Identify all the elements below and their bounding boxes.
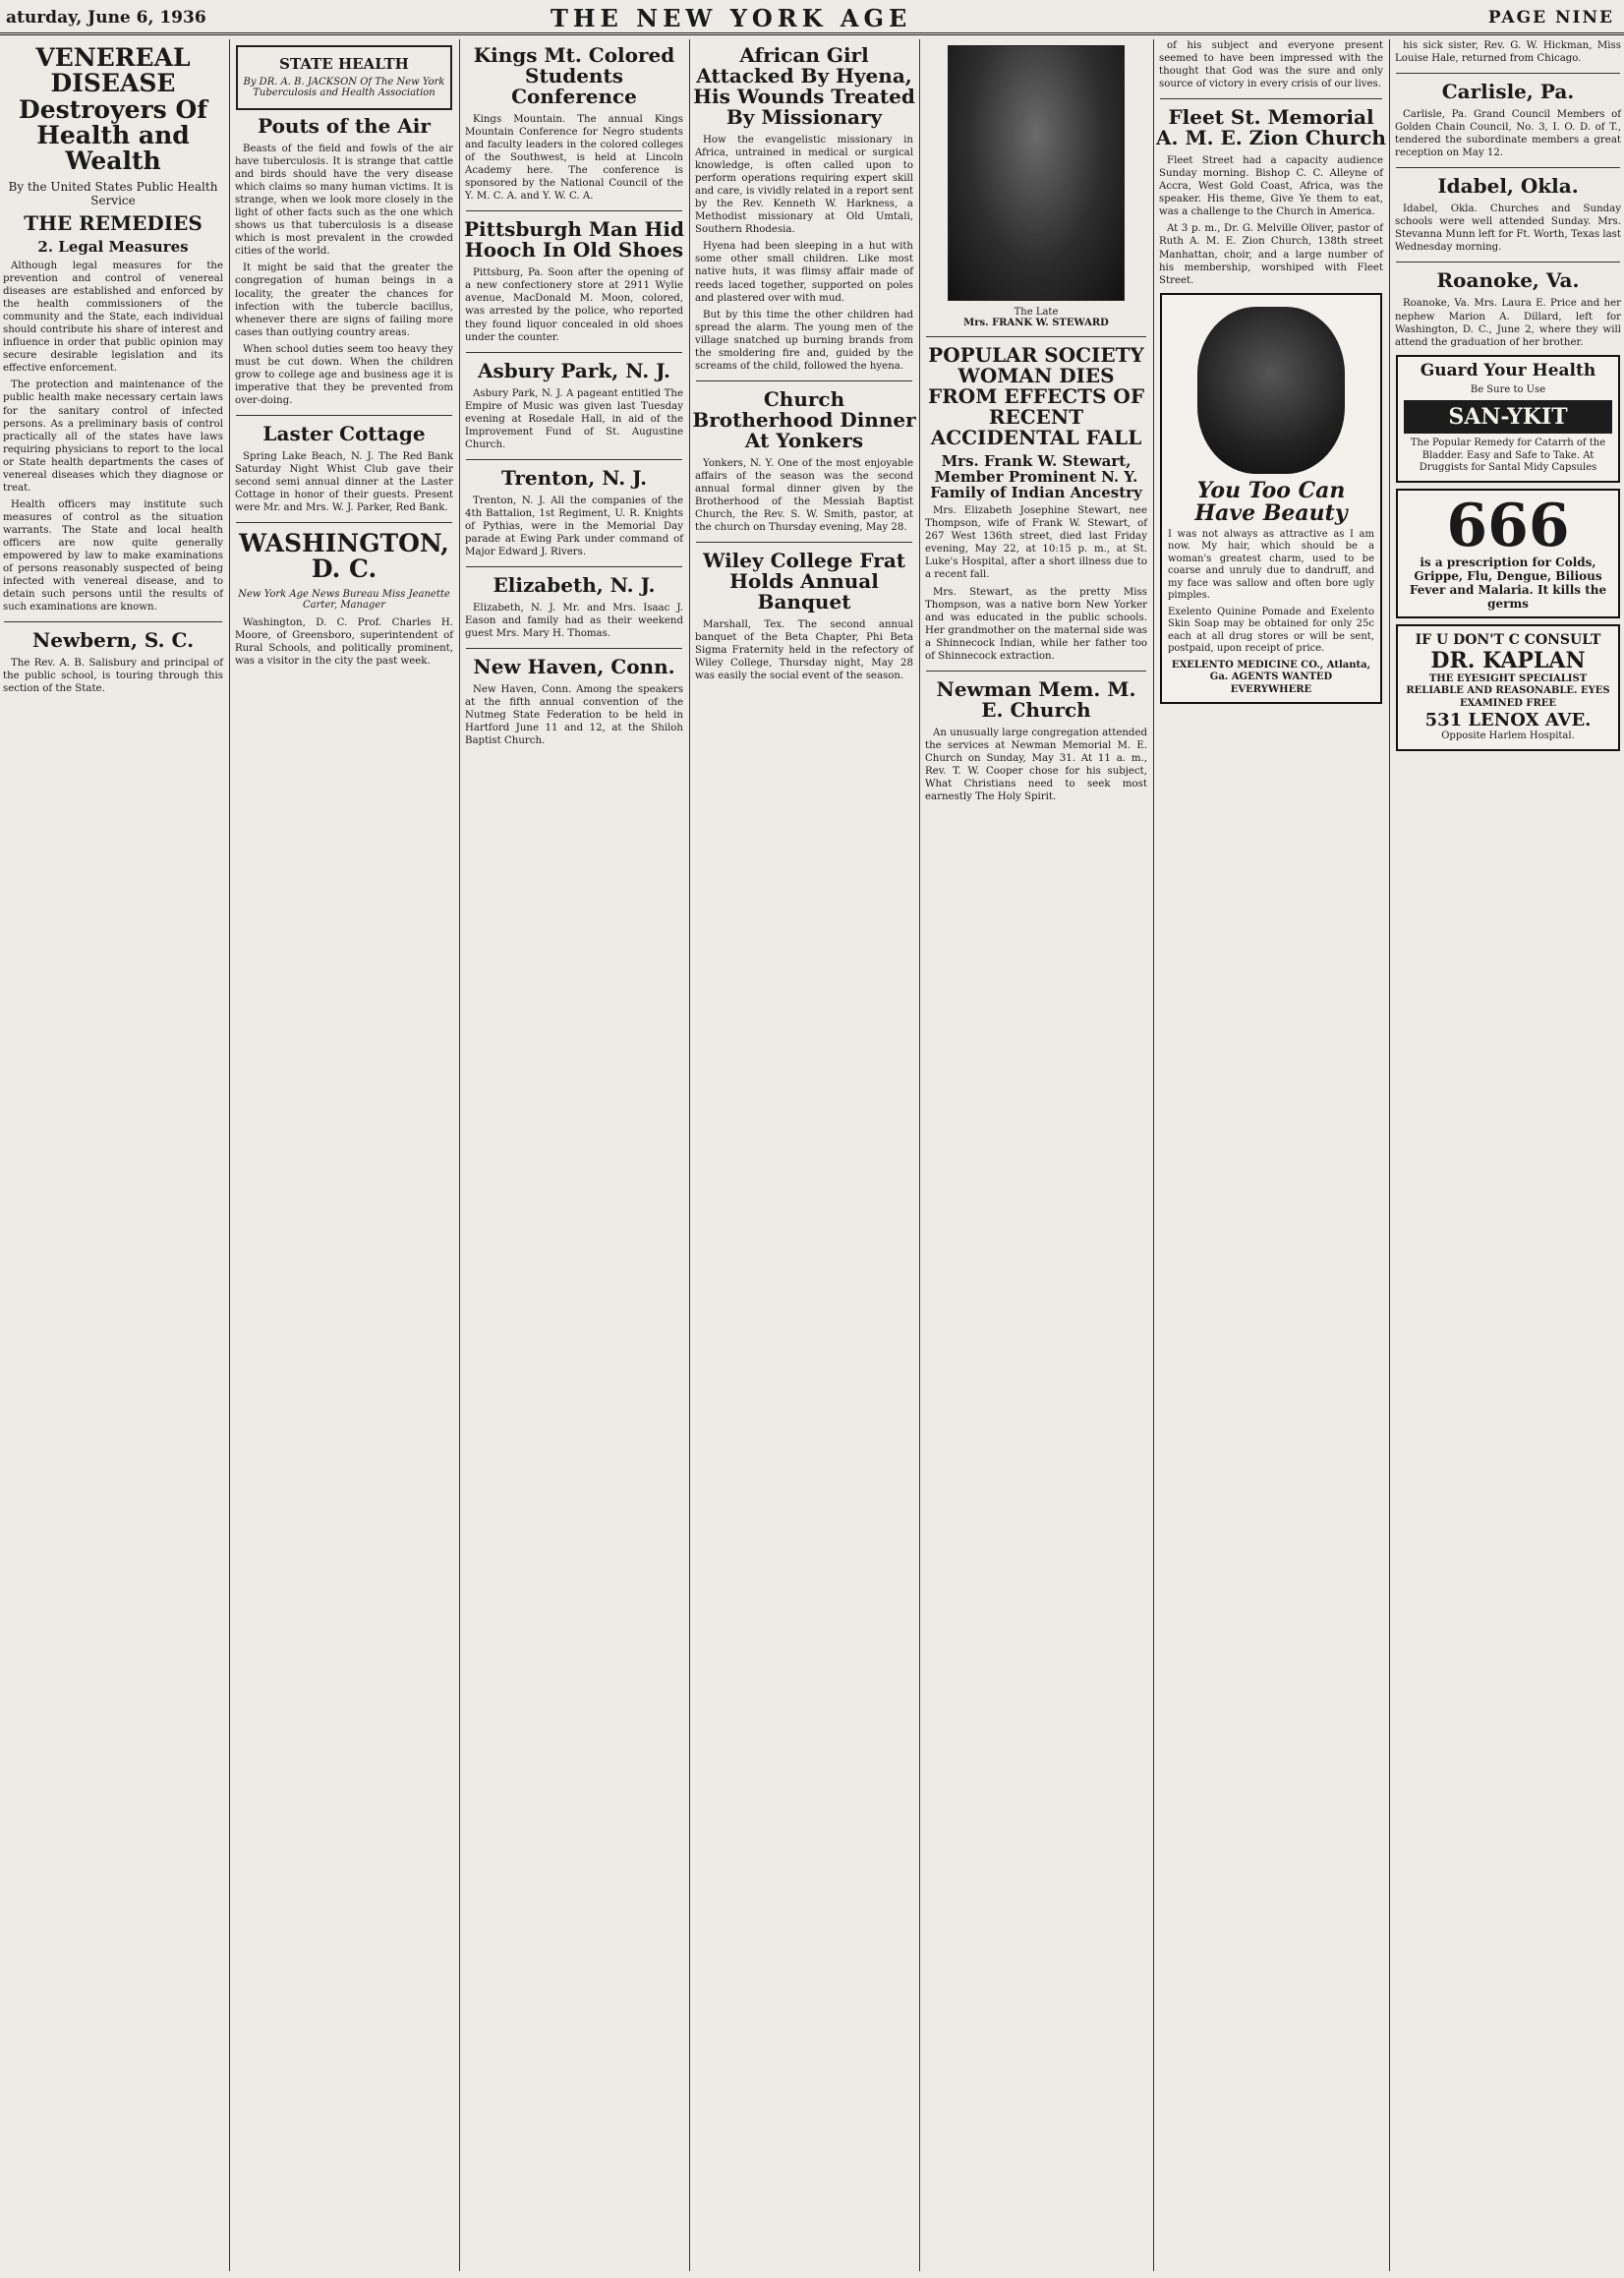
photo-caption: The Late Mrs. FRANK W. STEWARD	[963, 307, 1109, 328]
paragraph: Beasts of the field and fowls of the air have tuberculosis. It is strange that cattle and birds should have the very disease which claims so many human victims. It is strange, when we look more closely in the light of other facts such as the one which shows us that tuberculosis is a disease which is most prevalent in the crowded cities of the world.	[235, 144, 453, 258]
paragraph: Asbury Park, N. J. A pageant entitled The Empire of Music was given last Tuesday evening at Rosedale Hall, in aid of the Improvement Fund of St. Augustine Church.	[465, 387, 683, 450]
section-headline: New Haven, Conn.	[473, 655, 675, 679]
paragraph: Carlisle, Pa. Grand Council Members of Golden Chain Council, No. 3, I. O. D. of T., tendered the subordinate members a great reception on May 12.	[1395, 109, 1621, 159]
section-headline: Elizabeth, N. J.	[493, 573, 656, 598]
article-body	[0, 260, 226, 613]
ad-portrait	[1197, 307, 1345, 474]
paragraph: How the evangelistic missionary in Africa, untrained in medical or surgical knowledge, is often called upon to perform operations requiring expert skill and care, is vividly related in a report sent by the Rev. Kenneth W. Harkness, a Methodist missionary at Old Umtali, Southern Rhodesia.	[695, 135, 913, 236]
section-headline: Newman Mem. M. E. Church	[936, 676, 1136, 722]
page-number: PAGE NINE	[1487, 8, 1614, 28]
ad-title: Guard Your Health	[1420, 360, 1596, 380]
divider	[466, 352, 682, 353]
column-1	[0, 39, 226, 699]
paragraph: Although legal measures for the prevention and control of venereal diseases are established and enforced by the health commissioners of the community and the State, each individual should contribute his share of interest and influence in order that public opinion may secure desirable legislation and its effective enforcement.	[3, 261, 223, 375]
paper-name: THE NEW YORK AGE	[551, 4, 912, 32]
ad-subtitle: Be Sure to Use	[1470, 383, 1546, 395]
ad-text: THE EYESIGHT SPECIALIST RELIABLE AND REASONABLE. EYES EXAMINED FREE	[1406, 672, 1610, 709]
666-advertisement	[1396, 489, 1620, 618]
paragraph: Elizabeth, N. J. Mr. and Mrs. Isaac J. Eason and family had as their weekend guest Mrs. Mary H. Thomas.	[465, 603, 683, 640]
divider	[1396, 262, 1620, 263]
article-headline: VENEREAL DISEASE Destroyers Of Health and Wealth	[19, 43, 207, 175]
section-headline: Trenton, N. J.	[500, 465, 648, 490]
beauty-advertisement	[1160, 293, 1382, 705]
article-headline: Pouts of the Air	[258, 114, 431, 138]
ad-text: I was not always as attractive as I am now. My hair, which should be a woman's greatest charm, used to be coarse and unruly due to dandruff, and my face was sallow and often bore ugly pimples.	[1168, 528, 1374, 602]
ad-name: DR. KAPLAN	[1430, 647, 1586, 673]
column-rule	[1153, 39, 1154, 2271]
divider	[4, 621, 222, 622]
paragraph: of his subject and everyone present seemed to have been impressed with the thought that God was the sure and only source of victory in every crisis of our lives.	[1159, 40, 1383, 90]
paragraph: It might be said that the greater the congregation of human beings in a locality, the greater the chances for infection with the tubercle bacillus, whenever there are signs of failing more cases than outlying country areas.	[235, 263, 453, 338]
masthead	[0, 0, 1624, 35]
issue-date: aturday, June 6, 1936	[6, 8, 206, 28]
ad-top: IF U DON'T C CONSULT	[1415, 631, 1601, 648]
section-headline: WASHINGTON, D. C.	[239, 529, 449, 584]
divider	[466, 648, 682, 649]
column-rule	[459, 39, 460, 2271]
ad-footer: EXELENTO MEDICINE CO., Atlanta, Ga. AGENTS WANTED EVERYWHERE	[1171, 659, 1371, 695]
paragraph: When school duties seem too heavy they must be cut down. When the children grow to college age and business age it is imperative that they be prevented from over-doing.	[235, 343, 453, 406]
article-source: By the United States Public Health Service	[8, 180, 218, 208]
dateline: New York Age News Bureau Miss Jeanette Carter, Manager	[238, 588, 450, 611]
sanykit-advertisement	[1396, 355, 1620, 483]
paragraph: Yonkers, N. Y. One of the most enjoyable affairs of the season was the second annual formal dinner given by the Brotherhood of the Messiah Baptist Church, the Rev. S. W. Smith, pastor, at the church on Thursday evening, May 28.	[695, 457, 913, 534]
divider	[926, 671, 1146, 672]
portrait-photo	[948, 45, 1125, 301]
section-headline: Carlisle, Pa.	[1441, 80, 1575, 104]
divider	[466, 459, 682, 460]
divider	[236, 522, 452, 523]
article-headline: Kings Mt. Colored Students Conference	[473, 43, 675, 108]
divider	[1396, 167, 1620, 168]
paragraph: At 3 p. m., Dr. G. Melville Oliver, pastor of Ruth A. M. E. Zion Church, 138th street Manhattan, choir, and a large number of his membership, worshiped with Fleet Street.	[1159, 223, 1383, 286]
eyesight-advertisement	[1396, 624, 1620, 751]
column-rule	[689, 39, 690, 2271]
paragraph: his sick sister, Rev. G. W. Hickman, Miss Louise Hale, returned from Chicago.	[1395, 40, 1621, 65]
box-title: STATE HEALTH	[279, 55, 409, 73]
ad-address: 531 LENOX AVE.	[1424, 710, 1592, 730]
article-headline: Wiley College Frat Holds Annual Banquet	[702, 549, 906, 614]
paragraph: Roanoke, Va. Mrs. Laura E. Price and her nephew Marion A. Dillard, left for Washington, D. C., June 2, where they will attend the graduation of her brother.	[1395, 298, 1621, 348]
box-byline: By DR. A. B. JACKSON Of The New York Tuberculosis and Health Association	[243, 77, 445, 98]
section-headline: Asbury Park, N. J.	[477, 358, 670, 382]
paragraph: But by this time the other children had spread the alarm. The young men of the village snatched up burning brands from the smoldering fire and, guided by the screams of the child, followed the hyena.	[695, 309, 913, 372]
paragraph: Idabel, Okla. Churches and Sunday schools were well attended Sunday. Mrs. Stevanna Munn left for Ft. Worth, Texas last Wednesday morning.	[1395, 204, 1621, 254]
section-headline: Idabel, Okla.	[1437, 174, 1579, 199]
column-rule	[919, 39, 920, 2271]
section-headline: Newbern, S. C.	[31, 628, 195, 653]
paragraph: Washington, D. C. Prof. Charles H. Moore, of Greensboro, superintendent of Rural Schools, and politically prominent, was a visitor in the city the past week.	[235, 616, 453, 667]
ad-number: 666	[1446, 491, 1570, 560]
paragraph: The protection and maintenance of the public health make necessary certain laws for the sanitary control of infected persons. As a preliminary basis of control practically all of the states have laws requiring physicians to report to the local or State health departments the cases of venereal diseases which they diagnose or treat.	[3, 380, 223, 494]
ad-headline: You Too Can Have Beauty	[1194, 477, 1348, 526]
paragraph: Kings Mountain. The annual Kings Mountain Conference for Negro students and faculty leaders in the colored colleges of the Southwest, is held at Lincoln Academy here. The conference is sponsored by the National Council of the Y. M. C. A. and Y. W. C. A.	[465, 114, 683, 203]
paragraph: Marshall, Tex. The second annual banquet of the Beta Chapter, Phi Beta Sigma Fraternity held in the refectory of Wiley College, Thursday night, May 28 was easily the social event of the season.	[695, 619, 913, 682]
ad-text: Exelento Quinine Pomade and Exelento Skin Soap may be obtained for only 25c each at all drug stores or will be sent, postpaid, upon receipt of price.	[1168, 606, 1374, 655]
column-box-header	[236, 45, 452, 110]
divider	[466, 210, 682, 211]
divider	[236, 415, 452, 416]
column-3	[462, 39, 686, 751]
article-headline: Church Brotherhood Dinner At Yonkers	[692, 386, 916, 452]
article-headline: Fleet St. Memorial A. M. E. Zion Church	[1156, 105, 1386, 150]
paragraph: New Haven, Conn. Among the speakers at the fifth annual convention of the Nutmeg State Federation to be held in Hartford June 11 and 12, at the Shiloh Baptist Church.	[465, 684, 683, 747]
column-4	[692, 39, 916, 686]
ad-note: Opposite Harlem Hospital.	[1441, 730, 1575, 741]
section-headline: Roanoke, Va.	[1436, 268, 1580, 293]
section-headline: Laster Cottage	[262, 421, 426, 445]
paragraph: Fleet Street had a capacity audience Sunday morning. Bishop C. C. Alleyne of Accra, West Gold Coast, Africa, was the speaker. His theme, Give Ye them to eat, was a challenge to the Church in America.	[1159, 155, 1383, 218]
column-2	[232, 39, 456, 672]
column-rule	[229, 39, 230, 2271]
ad-text: The Popular Remedy for Catarrh of the Bladder. Easy and Safe to Take. At Druggists for Santal Midy Capsules	[1410, 438, 1606, 473]
paragraph: Pittsburg, Pa. Soon after the opening of a new confectionery store at 2911 Wylie avenue, MacDonald M. Moon, colored, was arrested by the police, who reported they found liquor concealed in old shoes under the counter.	[465, 267, 683, 343]
article-headline: African Girl Attacked By Hyena, His Wounds Treated By Missionary	[693, 43, 915, 129]
article-headline: POPULAR SOCIETY WOMAN DIES FROM EFFECTS OF RECENT ACCIDENTAL FALL	[927, 343, 1145, 449]
divider	[1160, 98, 1382, 99]
divider	[926, 336, 1146, 337]
article-subheadline: Mrs. Frank W. Stewart, Member Prominent N. Y. Family of Indian Ancestry	[930, 452, 1142, 501]
series-title: THE REMEDIES	[24, 211, 203, 236]
paragraph: Mrs. Elizabeth Josephine Stewart, nee Thompson, wife of Frank W. Stewart, of 267 West 136th street, died last Friday evening, May 22, at 10:15 p. m., at St. Luke's Hospital, after a short illness due to a recent fall.	[925, 505, 1147, 581]
paragraph: Trenton, N. J. All the companies of the 4th Battalion, 1st Regiment, U. R. Knights of Pythias, were in the Memorial Day parade at Ewing Park under command of Major Edward J. Rivers.	[465, 495, 683, 558]
ad-brand: SAN-YKIT	[1404, 400, 1612, 434]
paragraph: An unusually large congregation attended the services at Newman Memorial M. E. Church on Sunday, May 31. At 11 a. m., Rev. T. W. Cooper chose for his subject, What Christians need to seek most earnestly The Holy Spirit.	[925, 727, 1147, 803]
article-headline: Pittsburgh Man Hid Hooch In Old Shoes	[463, 217, 684, 263]
divider	[466, 566, 682, 567]
divider	[696, 380, 912, 381]
paragraph: Spring Lake Beach, N. J. The Red Bank Saturday Night Whist Club gave their second semi annual dinner at the Laster Cottage in honor of their guests. Present were Mr. and Mrs. W. J. Parker, Red Bank.	[235, 450, 453, 514]
column-6	[1156, 39, 1386, 710]
paragraph: Health officers may institute such measures of control as the situation warrants. The State and local health officers are now quite generally empowered by law to make examinations of persons reasonably suspected of being infected with venereal disease, and to detain such persons until the results of such examinations are known.	[3, 498, 223, 613]
paragraph: Mrs. Stewart, as the pretty Miss Thompson, was a native born New Yorker and was educated in the public schools. Her grandmother on the maternal side was a Shinnecock Indian, while her father too of Shinnecock extraction.	[925, 586, 1147, 662]
paragraph: The Rev. A. B. Salisbury and principal of the public school, is touring through this section of the State.	[3, 658, 223, 695]
ad-text: is a prescription for Colds, Grippe, Flu, Dengue, Bilious Fever and Malaria. It kills the germs	[1409, 555, 1607, 611]
divider	[1396, 73, 1620, 74]
divider	[696, 542, 912, 543]
paragraph: Hyena had been sleeping in a hut with some other small children. Like most native huts, it was flimsy affair made of reeds laced together, supported on poles and plastered over with mud.	[695, 241, 913, 304]
part-title: 2. Legal Measures	[37, 238, 189, 257]
column-7	[1392, 39, 1624, 757]
column-rule	[1389, 39, 1390, 2271]
column-5	[922, 39, 1150, 807]
